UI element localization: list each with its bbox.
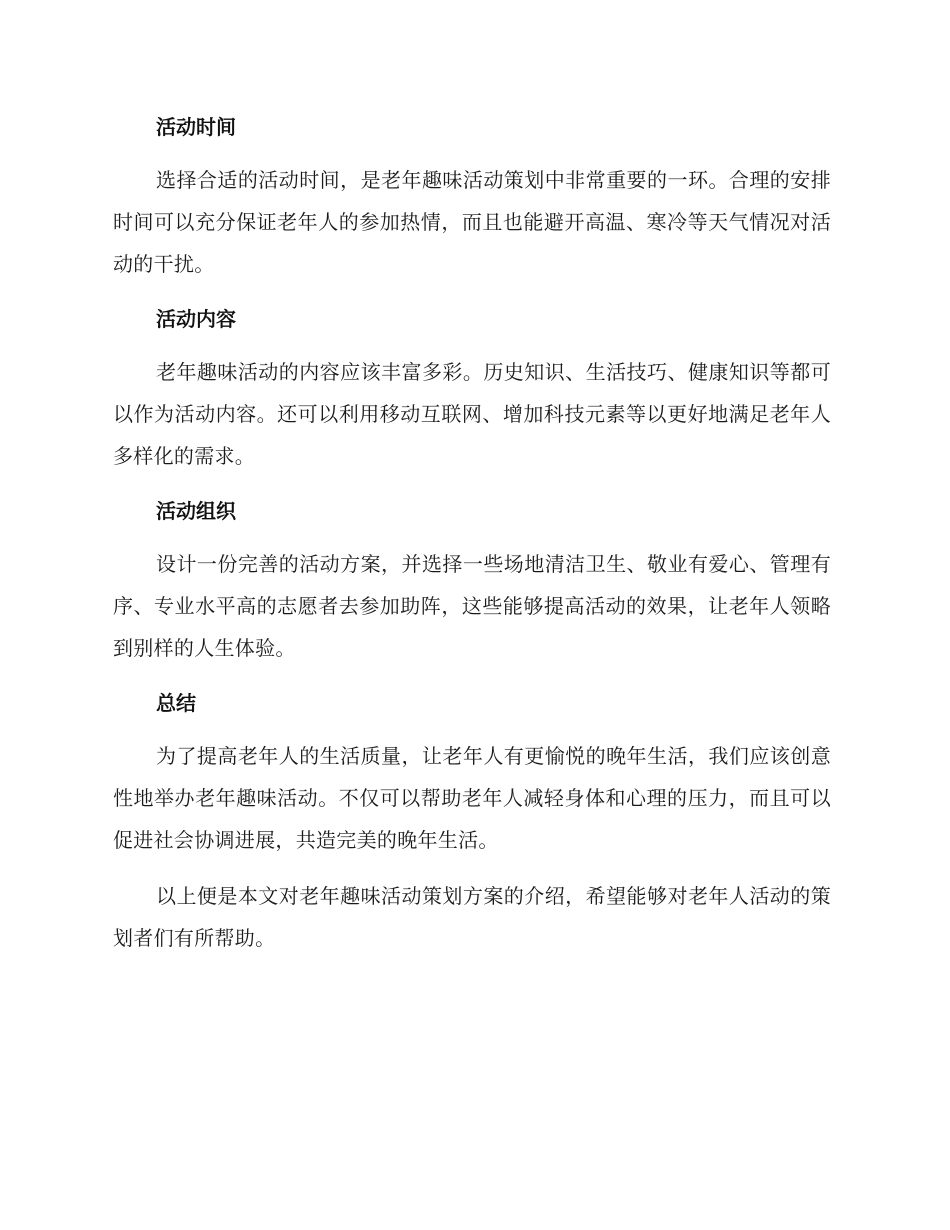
section-heading: 总结	[156, 691, 196, 715]
paragraph: 为了提高老年人的生活质量，让老年人有更愉悦的晚年生活，我们应该创意性地举办老年趣味活动。不仅可以帮助老年人减轻身体和心理的压力，而且可以促进社会协调进展，共造完美的晚年生活。	[113, 744, 831, 852]
section-heading: 活动时间	[156, 115, 236, 139]
document-page	[113, 107, 831, 973]
section-heading: 活动内容	[156, 307, 236, 331]
paragraph: 设计一份完善的活动方案，并选择一些场地清洁卫生、敬业有爱心、管理有序、专业水平高的志愿者去参加助阵，这些能够提高活动的效果，让老年人领略到别样的人生体验。	[113, 552, 831, 660]
paragraph: 选择合适的活动时间，是老年趣味活动策划中非常重要的一环。合理的安排时间可以充分保证老年人的参加热情，而且也能避开高温、寒冷等天气情况对活动的干扰。	[113, 168, 831, 276]
paragraph: 老年趣味活动的内容应该丰富多彩。历史知识、生活技巧、健康知识等都可以作为活动内容。还可以利用移动互联网、增加科技元素等以更好地满足老年人多样化的需求。	[113, 360, 831, 468]
section-summary	[113, 683, 831, 959]
section-activity-time	[113, 107, 831, 285]
section-heading: 活动组织	[156, 499, 236, 523]
paragraph: 以上便是本文对老年趣味活动策划方案的介绍，希望能够对老年人活动的策划者们有所帮助。	[113, 884, 831, 950]
section-activity-content	[113, 299, 831, 477]
section-activity-organization	[113, 491, 831, 669]
